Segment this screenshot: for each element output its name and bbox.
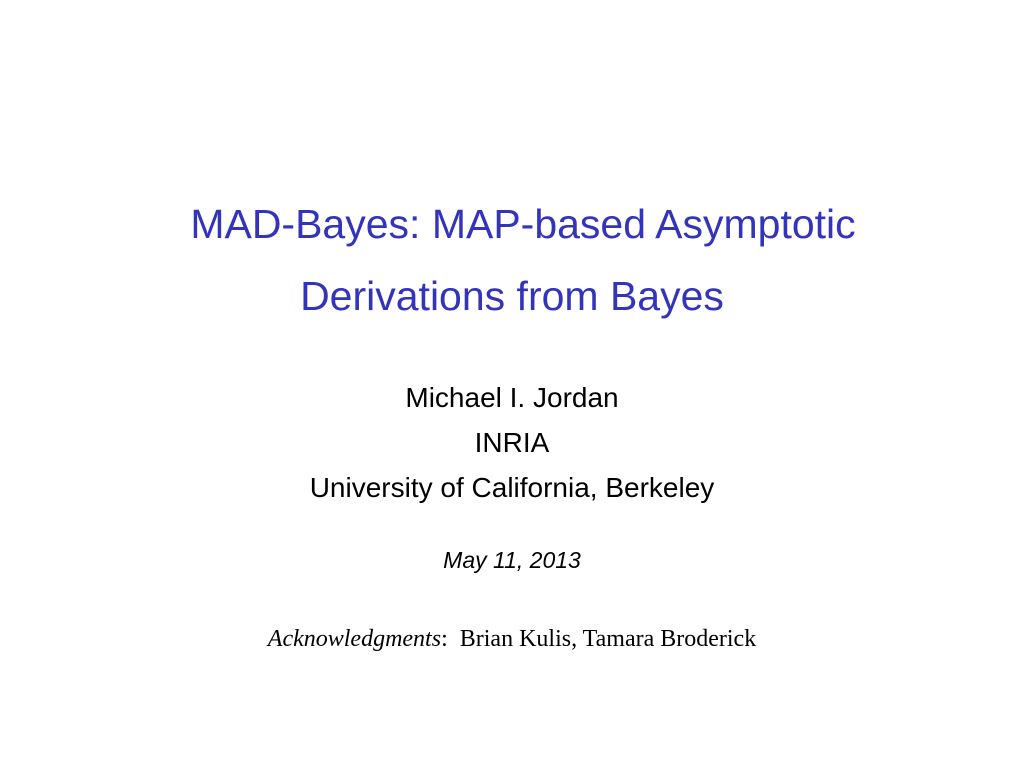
- acknowledgments-separator: :: [441, 626, 448, 652]
- title-line-1: MAD-Bayes: MAP-based Asymptotic: [190, 201, 856, 247]
- author-affiliation-inria: INRIA: [474, 427, 550, 458]
- presentation-date: May 11, 2013: [443, 547, 581, 573]
- title-line-2: Derivations from Bayes: [300, 273, 724, 319]
- acknowledgments-label: Acknowledgments: [267, 626, 442, 652]
- acknowledgments: [0, 621, 1024, 657]
- acknowledgments-names: Brian Kulis, Tamara Broderick: [459, 626, 757, 652]
- slide-title: [0, 188, 1024, 332]
- author-name: Michael I. Jordan: [405, 382, 619, 413]
- author-block: [0, 375, 1024, 510]
- author-affiliation-berkeley: University of California, Berkeley: [309, 472, 715, 503]
